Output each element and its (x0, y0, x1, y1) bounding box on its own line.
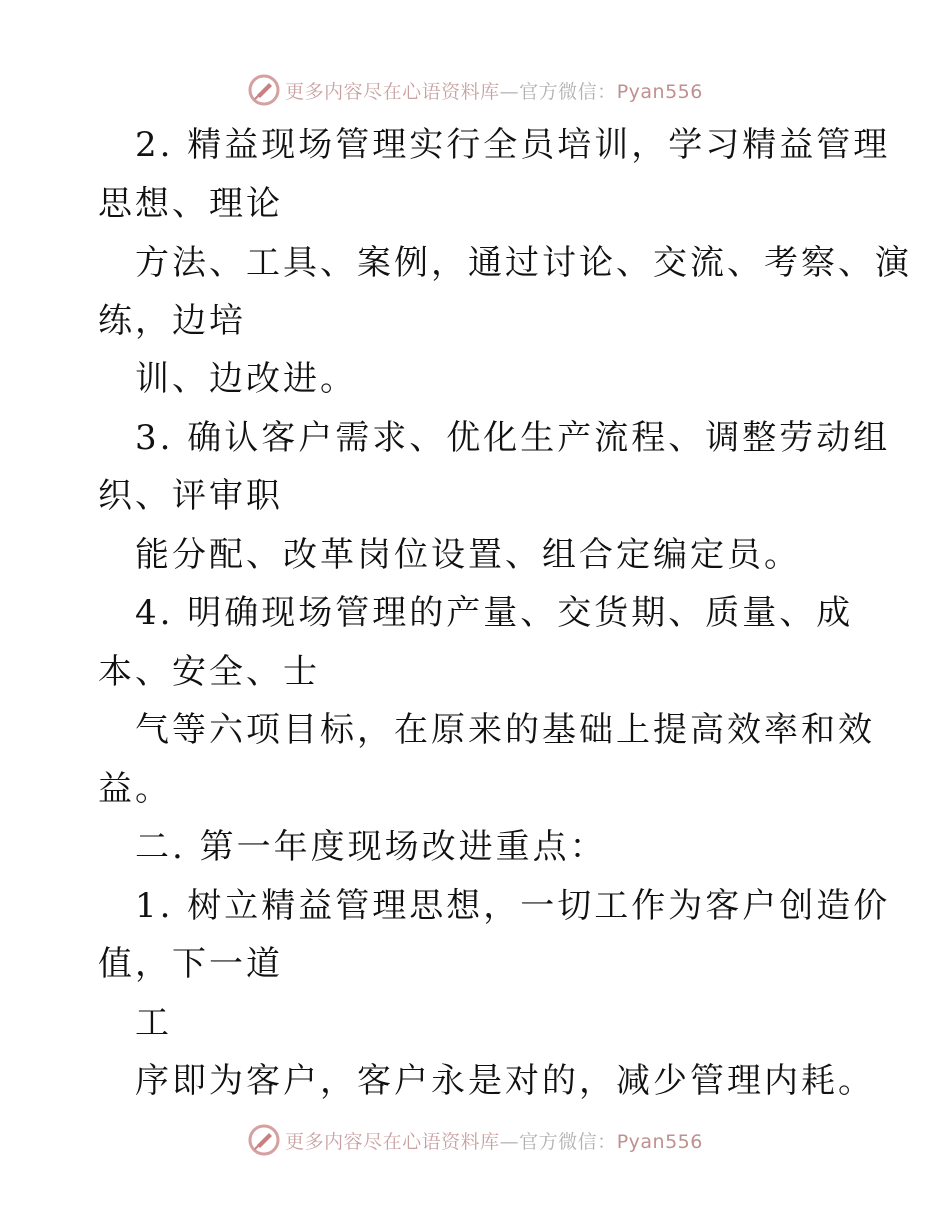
watermark-banner-bottom (0, 1120, 950, 1160)
watermark-separator: — (499, 1130, 520, 1153)
watermark-separator: — (499, 80, 520, 103)
paragraph-line: 练，边培 (98, 301, 246, 341)
paragraph-line: 方法、工具、案例，通过讨论、交流、考察、演 (135, 243, 912, 283)
paragraph-line: 训、边改进。 (135, 359, 357, 399)
paragraph-line: 序即为客户，客户永是对的，减少管理内耗。 (135, 1061, 875, 1101)
paragraph-line: 益。 (98, 769, 172, 809)
watermark-wechat-label: 官方微信： (519, 80, 617, 103)
paragraph-line: 3. 确认客户需求、优化生产流程、调整劳动组 (135, 418, 891, 458)
section-heading: 二. 第一年度现场改进重点： (135, 827, 607, 867)
paragraph-line: 4. 明确现场管理的产量、交货期、质量、成 (135, 593, 854, 633)
paragraph-line: 值，下一道 (98, 944, 283, 984)
watermark-site-text: 更多内容尽在心语资料库 (285, 1130, 500, 1153)
paragraph-line: 思想、理论 (98, 184, 283, 224)
paragraph-line: 织、评审职 (98, 476, 283, 516)
watermark-wechat-label: 官方微信： (519, 1130, 617, 1153)
watermark-wechat-id: Pyan556 (616, 80, 703, 103)
paragraph-line: 能分配、改革岗位设置、组合定编定员。 (135, 535, 801, 575)
watermark-logo-icon (247, 1123, 281, 1157)
paragraph-line: 1. 树立精益管理思想，一切工作为客户创造价 (135, 886, 891, 926)
watermark-text (285, 77, 703, 104)
paragraph-line: 本、安全、士 (98, 652, 320, 692)
watermark-wechat-id: Pyan556 (616, 1130, 703, 1153)
watermark-text (285, 1127, 703, 1154)
paragraph-line: 气等六项目标，在原来的基础上提高效率和效 (135, 710, 875, 750)
watermark-site-text: 更多内容尽在心语资料库 (285, 80, 500, 103)
paragraph-line: 工 (135, 1003, 172, 1043)
watermark-logo-icon (247, 73, 281, 107)
paragraph-line: 2. 精益现场管理实行全员培训，学习精益管理 (135, 125, 891, 165)
watermark-banner-top (0, 70, 950, 110)
